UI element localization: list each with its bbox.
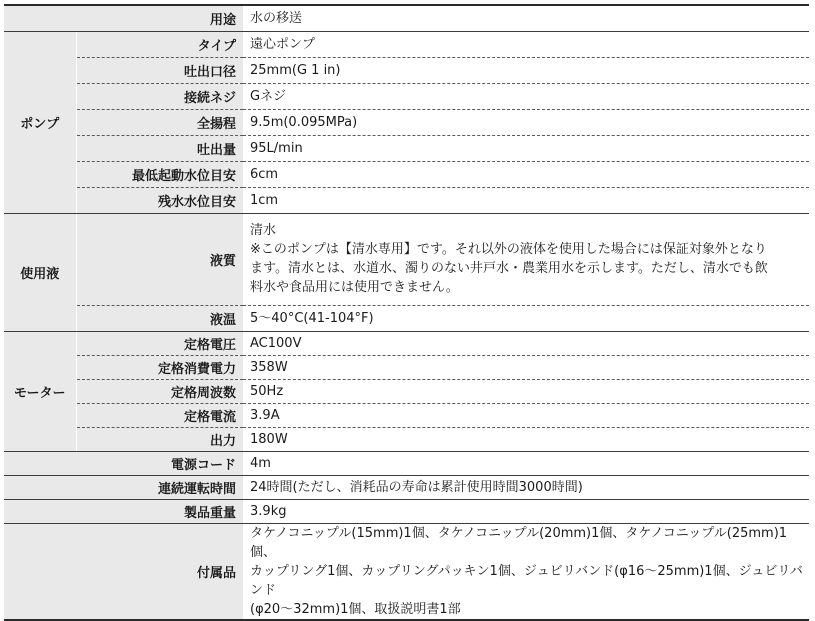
spec-row-motor-frequency [4,379,809,403]
spec-value-multiline [243,523,809,620]
text-line: カップリング1個、カップリングパッキン1個、ジュビリバンド(φ16～25mm)1個、ジュビリバンド [250,563,803,598]
spec-label: 定格電圧 [76,331,243,355]
spec-row-runtime [4,475,809,499]
spec-value: 25mm(G 1 in) [243,57,809,83]
spec-label: 定格周波数 [76,379,243,403]
text-line: ※このポンプは【清水専用】です。それ以外の液体を使用した場合には保証対象外となり [250,242,767,257]
spec-value: 3.9kg [243,499,809,523]
spec-label: 製品重量 [4,499,243,523]
text-line: ます。清水とは、水道水、濁りのない井戸水・農業用水を示します。ただし、清水でも飲 [250,261,768,276]
spec-value: Gネジ [243,83,809,109]
spec-table [4,4,809,621]
spec-value: 24時間(ただし、消耗品の寿命は累計使用時間3000時間) [243,475,809,499]
spec-row-pump-thread [4,83,809,109]
spec-row-motor-power [4,355,809,379]
spec-row-motor-voltage [4,331,809,355]
spec-label: 出力 [76,427,243,451]
spec-label: 全揚程 [76,109,243,135]
spec-value: AC100V [243,331,809,355]
spec-row-use [4,5,809,31]
spec-label: 吐出口径 [76,57,243,83]
spec-row-pump-residual [4,187,809,213]
spec-value: 4m [243,451,809,475]
spec-row-motor-output [4,427,809,451]
spec-value: 5～40°C(41-104°F) [243,305,809,331]
spec-value: 95L/min [243,135,809,161]
text-line: (φ20～32mm)1個、取扱説明書1部 [250,601,461,617]
spec-value: 180W [243,427,809,451]
spec-value: 358W [243,355,809,379]
spec-row-pump-flow [4,135,809,161]
spec-row-pump-outlet [4,57,809,83]
spec-label: 液温 [76,305,243,331]
spec-row-motor-current [4,403,809,427]
spec-row-weight [4,499,809,523]
spec-value-multiline [243,213,809,305]
spec-row-pump-min-level [4,161,809,187]
spec-row-pump-head [4,109,809,135]
group-label-pump: ポンプ [4,31,76,213]
spec-value: 6cm [243,161,809,187]
group-label-liquid: 使用液 [4,213,76,331]
spec-row-accessories [4,523,809,620]
text-line: 清水 [250,223,277,238]
spec-value: 50Hz [243,379,809,403]
spec-row-liquid-quality [4,213,809,305]
text-line: タケノコニップル(15mm)1個、タケノコニップル(20mm)1個、タケノコニップル(25mm)1個、 [250,525,788,560]
spec-value: 1cm [243,187,809,213]
spec-value: 3.9A [243,403,809,427]
spec-row-liquid-temp [4,305,809,331]
spec-label: 接続ネジ [76,83,243,109]
spec-label: 吐出量 [76,135,243,161]
text-line: 料水や食品用には使用できません。 [250,280,459,295]
spec-value: 9.5m(0.095MPa) [243,109,809,135]
spec-label: 用途 [4,5,243,31]
spec-label: 液質 [76,213,243,305]
group-label-motor: モーター [4,331,76,451]
spec-label: タイプ [76,31,243,57]
spec-value: 遠心ポンプ [243,31,809,57]
spec-label: 連続運転時間 [4,475,243,499]
spec-value: 水の移送 [243,5,809,31]
spec-label: 電源コード [4,451,243,475]
spec-label: 定格電流 [76,403,243,427]
spec-label: 定格消費電力 [76,355,243,379]
spec-row-cord [4,451,809,475]
spec-row-pump-type [4,31,809,57]
spec-label: 付属品 [4,523,243,620]
spec-label: 残水水位目安 [76,187,243,213]
spec-label: 最低起動水位目安 [76,161,243,187]
